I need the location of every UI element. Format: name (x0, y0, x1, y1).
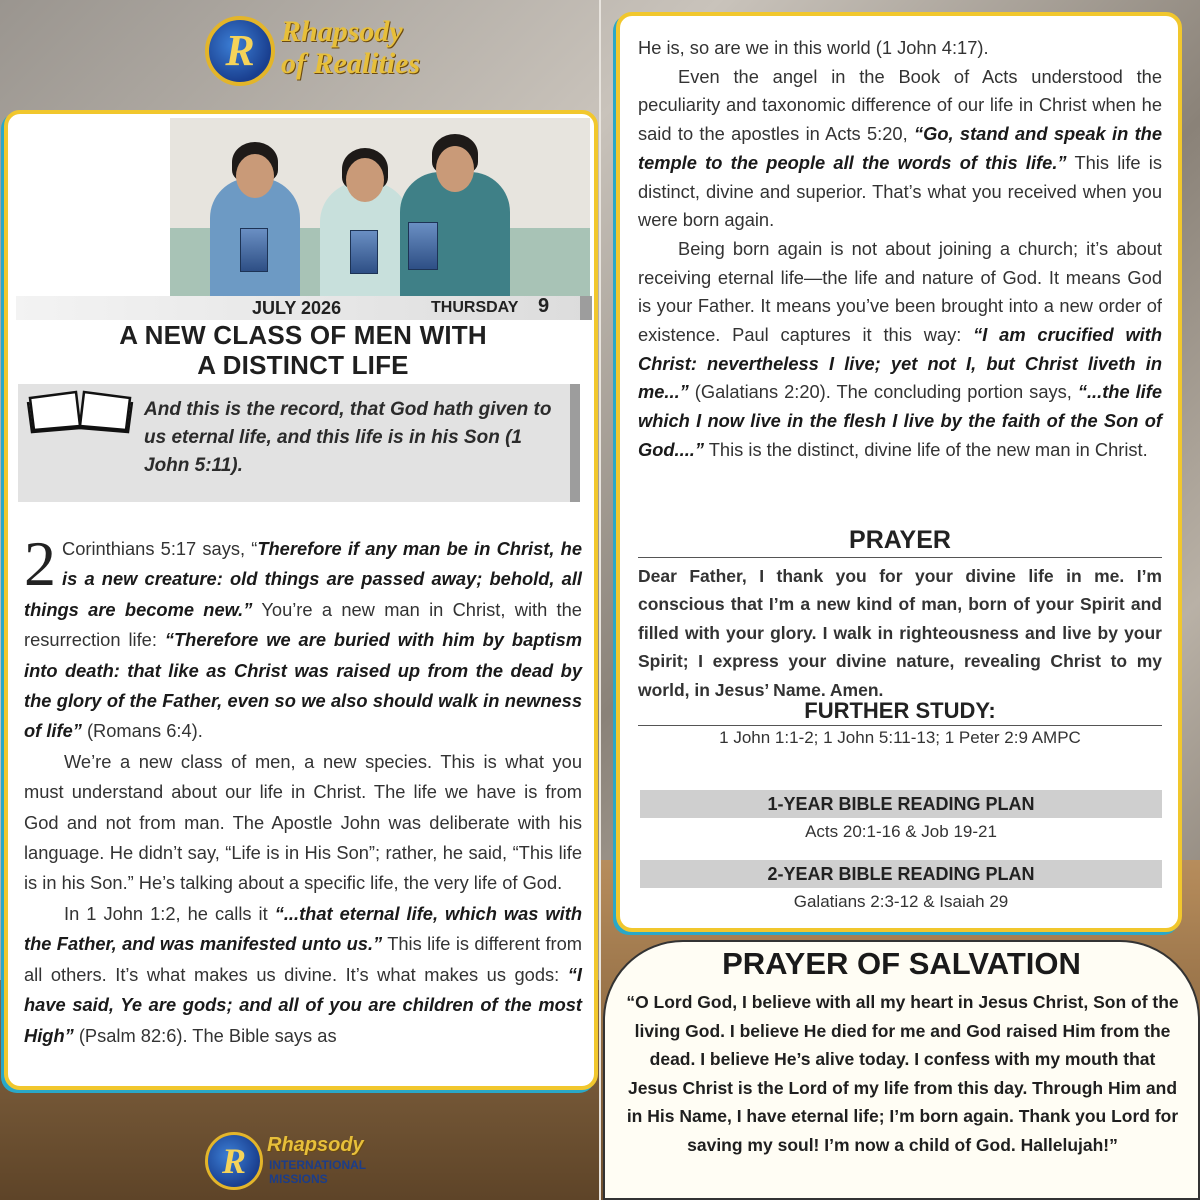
brand-bottom-title: Rhapsody (267, 1134, 364, 1156)
paragraph: We’re a new class of men, a new species. This is what you must understand about our life in Christ. The life we have is from God and not from man. The Apostle John was deliberate with his language. He didn’t say, “Life is in His Son”; rather, he said, “This life is in his Son.” He’s talking about a specific life, the very life of God. (24, 750, 582, 894)
paragraph: Even the angel in the Book of Acts understood the peculiarity and taxonomic difference of our life in Christ when he said to the apostles in Acts 5:20, “Go, stand and speak in the temple to the people all the words of this life.” This life is distinct, divine and superior. That’s what you received when you were born again. (638, 65, 1163, 231)
key-verse-box (18, 384, 580, 502)
reading-plan-1-text: Acts 20:1-16 & Job 19-21 (805, 822, 997, 841)
prayer-text: Dear Father, I thank you for your divine life in me. I’m conscious that I’m a new kind of man, born of your Spirit and filled with your glory. I walk in righteousness and live by your Spirit; I express your divine nature, revealing Christ to my world, in Jesus’ Name. Amen. (638, 566, 1162, 700)
salvation-text: “O Lord God, I believe with all my heart in Jesus Christ, Son of the living God. I believe He died for me and God raised Him from the dead. I believe He’s alive today. I confess with my mouth that Jesus Christ is the Lord of my life from this day. Through Him and in His Name, I have eternal life; I’m born again. Thank you Lord for saving my soul! I’m now a child of God. Hallelujah!” (626, 992, 1179, 1155)
open-bible-icon (26, 388, 134, 434)
paragraph: He is, so are we in this world (1 John 4:17). (638, 37, 989, 58)
book-icon (408, 222, 438, 270)
rhapsody-missions-logo (205, 1132, 395, 1194)
further-study-text: 1 John 1:1-2; 1 John 5:11-13; 1 Peter 2:9 AMPC (719, 728, 1081, 747)
paragraph: 2 Corinthians 5:17 says, “Therefore if any man be in Christ, he is a new creature: old things are passed away; behold, all things are become new.” You’re a new man in Christ, with the resurrection life: “Therefore we are buried with him by baptism into death: that like as Christ was raised up from the dead by the glory of the Father, even so we also should walk in newness of life” (Romans 6:4). (24, 528, 582, 742)
cover-photo (170, 118, 590, 298)
drop-cap: 2 (24, 528, 56, 599)
rhapsody-logo-icon: R (205, 1132, 263, 1190)
key-verse-text: And this is the record, that God hath given to us eternal life, and this life is in his Son (1 John 5:11). (144, 399, 552, 476)
book-icon (350, 230, 378, 274)
rhapsody-top-logo (205, 6, 425, 96)
reading-plan-1-heading: 1-YEAR BIBLE READING PLAN (640, 790, 1162, 818)
title-line2: A DISTINCT LIFE (197, 350, 409, 380)
collage-divider (599, 0, 601, 1200)
reading-plan-2-text: Galatians 2:3-12 & Isaiah 29 (793, 892, 1009, 911)
page-title (28, 320, 578, 380)
book-icon (240, 228, 268, 272)
further-study-heading: FURTHER STUDY: (638, 698, 1162, 726)
body-text-right (638, 34, 1162, 465)
salvation-heading: PRAYER OF SALVATION (722, 946, 1081, 981)
paragraph: In 1 John 1:2, he calls it “...that eternal life, which was with the Father, and was manifested unto us.” This life is different from all others. It’s what makes us divine. It’s what makes us gods: “I have said, Ye are gods; and all of you are children of the most High” (Psalm 82:6). The Bible says as (24, 902, 583, 1046)
body-text-left (24, 528, 583, 1051)
brand-title (281, 16, 420, 80)
date-day-number: 9 (538, 295, 550, 317)
date-weekday: THURSDAY (431, 299, 519, 316)
prayer-of-salvation-box (603, 940, 1200, 1200)
prayer-heading: PRAYER (638, 526, 1162, 558)
devotional-page-left (4, 110, 598, 1090)
brand-title-line1: Rhapsody (281, 15, 403, 48)
brand-title-line2: of Realities (281, 47, 421, 80)
title-line1: A NEW CLASS OF MEN WITH (119, 320, 487, 350)
devotional-page-right (616, 12, 1182, 932)
brand-bottom-subtitle: INTERNATIONAL MISSIONS (269, 1158, 367, 1186)
reading-plan-2-heading: 2-YEAR BIBLE READING PLAN (640, 860, 1162, 888)
date-bar (16, 296, 592, 320)
rhapsody-logo-icon: R (205, 16, 275, 86)
paragraph: Being born again is not about joining a church; it’s about receiving eternal life—the life and nature of God. It means God is your Father. It means you’ve been brought into a new order of existence. Paul captures it this way: “I am crucified with Christ: nevertheless I live; yet not I, but Christ liveth in me...” (Galatians 2:20). The concluding portion says, “...the life which I now live in the flesh I live by the faith of the Son of God....” This is the distinct, divine life of the new man in Christ. (638, 237, 1162, 460)
date-month-year: JULY 2026 (252, 298, 342, 318)
